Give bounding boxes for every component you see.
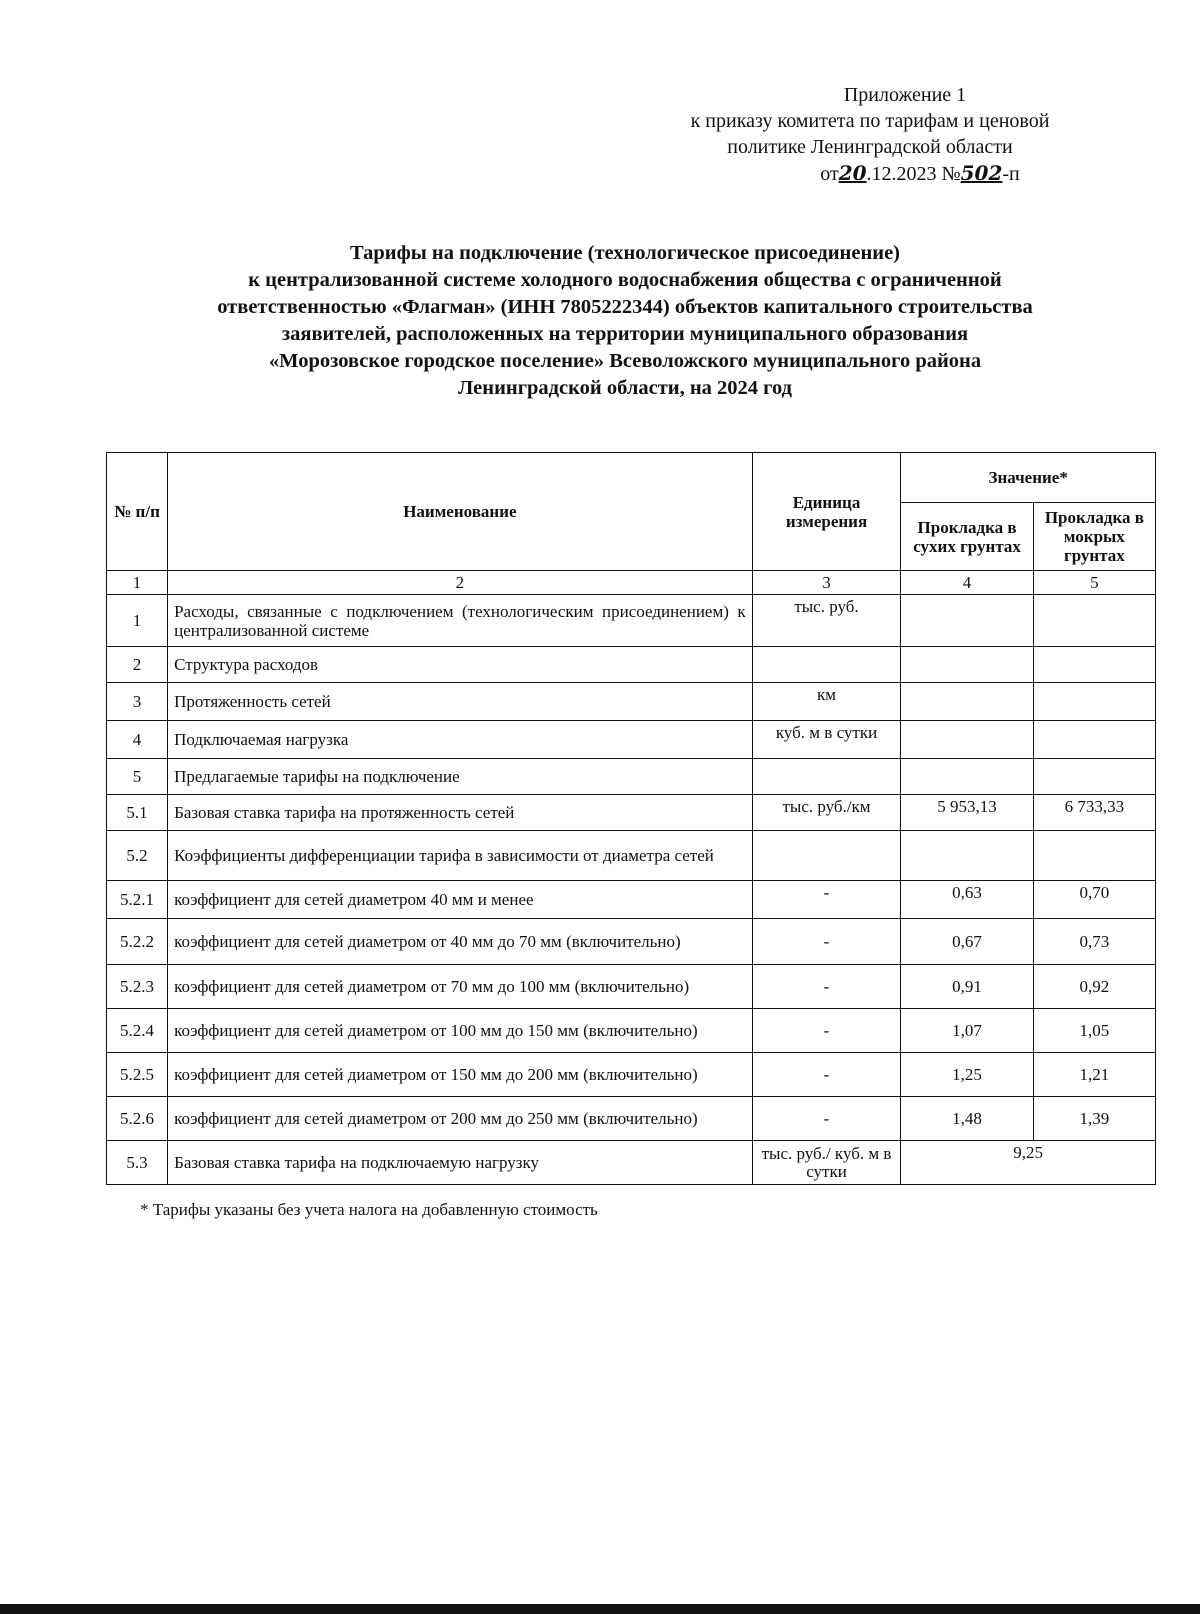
title-line: ответственностью «Флагман» (ИНН 7805222344) объектов капитального строительства	[217, 296, 1033, 318]
row-wet: 1,21	[1033, 1053, 1155, 1097]
row-wet: 1,05	[1033, 1009, 1155, 1053]
row-num: 5.2.6	[107, 1097, 168, 1141]
row-dry	[901, 721, 1033, 759]
row-wet	[1033, 831, 1155, 881]
row-num: 5.1	[107, 795, 168, 831]
appendix-order-ref: к приказу комитета по тарифам и ценовой	[690, 110, 1050, 132]
row-wet: 0,73	[1033, 919, 1155, 965]
row-dry: 1,07	[901, 1009, 1033, 1053]
row-unit: тыс. руб./ куб. м в сутки	[752, 1141, 901, 1185]
table-row	[107, 919, 1156, 965]
row-dry	[901, 831, 1033, 881]
row-unit: км	[752, 683, 901, 721]
order-suffix: -п	[1002, 163, 1020, 185]
row-num: 3	[107, 683, 168, 721]
row-dry: 1,48	[901, 1097, 1033, 1141]
document-title	[100, 240, 1150, 402]
date-day-handwritten: 20	[838, 161, 867, 185]
row-name: Расходы, связанные с подключением (технологическим присоединением) к централизованной системе	[168, 595, 753, 647]
table-row	[107, 721, 1156, 759]
row-name: коэффициент для сетей диаметром от 70 мм до 100 мм (включительно)	[168, 965, 753, 1009]
row-num: 5	[107, 759, 168, 795]
row-wet: 1,39	[1033, 1097, 1155, 1141]
column-number: 3	[752, 571, 901, 595]
row-name: Подключаемая нагрузка	[168, 721, 753, 759]
title-line: к централизованной системе холодного водоснабжения общества с ограниченной	[248, 269, 1002, 291]
appendix-title: Приложение 1	[843, 84, 967, 106]
table-row	[107, 831, 1156, 881]
row-num: 5.2.4	[107, 1009, 168, 1053]
row-wet: 0,70	[1033, 881, 1155, 919]
date-prefix: от	[820, 163, 839, 185]
column-number: 5	[1033, 571, 1155, 595]
row-unit: -	[752, 919, 901, 965]
footnote: * Тарифы указаны без учета налога на добавленную стоимость	[140, 1200, 598, 1219]
row-combined-value: 9,25	[901, 1141, 1156, 1185]
row-dry: 1,25	[901, 1053, 1033, 1097]
table-row	[107, 647, 1156, 683]
row-num: 5.2.2	[107, 919, 168, 965]
row-name: коэффициент для сетей диаметром от 40 мм до 70 мм (включительно)	[168, 919, 753, 965]
title-line: Тарифы на подключение (технологическое присоединение)	[349, 242, 901, 264]
column-number: 4	[901, 571, 1033, 595]
row-unit: -	[752, 881, 901, 919]
row-num: 5.3	[107, 1141, 168, 1185]
row-name: коэффициент для сетей диаметром от 100 мм до 150 мм (включительно)	[168, 1009, 753, 1053]
row-name: коэффициент для сетей диаметром от 150 мм до 200 мм (включительно)	[168, 1053, 753, 1097]
row-unit: тыс. руб.	[752, 595, 901, 647]
row-unit: -	[752, 1097, 901, 1141]
column-number: 2	[168, 571, 753, 595]
header-value: Значение*	[901, 453, 1156, 503]
row-name: Базовая ставка тарифа на протяженность сетей	[168, 795, 753, 831]
title-line: «Морозовское городское поселение» Всеволожского муниципального района	[268, 350, 982, 372]
row-dry	[901, 595, 1033, 647]
row-dry: 0,91	[901, 965, 1033, 1009]
row-wet: 6 733,33	[1033, 795, 1155, 831]
header-unit: Единица измерения	[752, 453, 901, 571]
row-name: коэффициент для сетей диаметром от 200 мм до 250 мм (включительно)	[168, 1097, 753, 1141]
column-number: 1	[107, 571, 168, 595]
scan-edge	[0, 1604, 1200, 1614]
row-name: Предлагаемые тарифы на подключение	[168, 759, 753, 795]
table-row	[107, 795, 1156, 831]
appendix-date-line	[720, 160, 1120, 187]
row-unit	[752, 647, 901, 683]
row-num: 5.2	[107, 831, 168, 881]
table-row	[107, 1141, 1156, 1185]
table-row	[107, 881, 1156, 919]
row-num: 4	[107, 721, 168, 759]
row-unit: куб. м в сутки	[752, 721, 901, 759]
row-name: Коэффициенты дифференциации тарифа в зависимости от диаметра сетей	[168, 831, 753, 881]
row-unit: -	[752, 965, 901, 1009]
title-line: заявителей, расположенных на территории муниципального образования	[281, 323, 969, 345]
row-num: 5.2.1	[107, 881, 168, 919]
table-row	[107, 1053, 1156, 1097]
row-unit: тыс. руб./км	[752, 795, 901, 831]
tariff-table	[106, 452, 1156, 1185]
table-row	[107, 683, 1156, 721]
header-num: № п/п	[107, 453, 168, 571]
row-wet	[1033, 595, 1155, 647]
row-wet	[1033, 647, 1155, 683]
row-dry	[901, 647, 1033, 683]
row-dry: 5 953,13	[901, 795, 1033, 831]
header-dry: Прокладка в сухих грунтах	[901, 503, 1033, 571]
table-row	[107, 1097, 1156, 1141]
row-wet	[1033, 683, 1155, 721]
row-num: 5.2.5	[107, 1053, 168, 1097]
date-rest: .12.2023 №	[866, 163, 961, 185]
row-unit: -	[752, 1053, 901, 1097]
row-name: Базовая ставка тарифа на подключаемую нагрузку	[168, 1141, 753, 1185]
order-number-handwritten: 502	[960, 161, 1003, 185]
row-unit: -	[752, 1009, 901, 1053]
header-name: Наименование	[168, 453, 753, 571]
title-line: Ленинградской области, на 2024 год	[458, 377, 792, 399]
row-dry	[901, 759, 1033, 795]
row-unit	[752, 831, 901, 881]
row-name: Структура расходов	[168, 647, 753, 683]
header-wet: Прокладка в мокрых грунтах	[1033, 503, 1155, 571]
row-wet: 0,92	[1033, 965, 1155, 1009]
table-row	[107, 595, 1156, 647]
row-dry: 0,67	[901, 919, 1033, 965]
row-wet	[1033, 721, 1155, 759]
row-num: 5.2.3	[107, 965, 168, 1009]
row-unit	[752, 759, 901, 795]
row-dry: 0,63	[901, 881, 1033, 919]
row-name: Протяженность сетей	[168, 683, 753, 721]
row-name: коэффициент для сетей диаметром 40 мм и менее	[168, 881, 753, 919]
row-num: 2	[107, 647, 168, 683]
table-row	[107, 1009, 1156, 1053]
table-row	[107, 965, 1156, 1009]
appendix-order-ref-2: политике Ленинградской области	[727, 136, 1013, 158]
row-wet	[1033, 759, 1155, 795]
row-num: 1	[107, 595, 168, 647]
table-row	[107, 759, 1156, 795]
appendix-header	[620, 82, 1120, 187]
row-dry	[901, 683, 1033, 721]
